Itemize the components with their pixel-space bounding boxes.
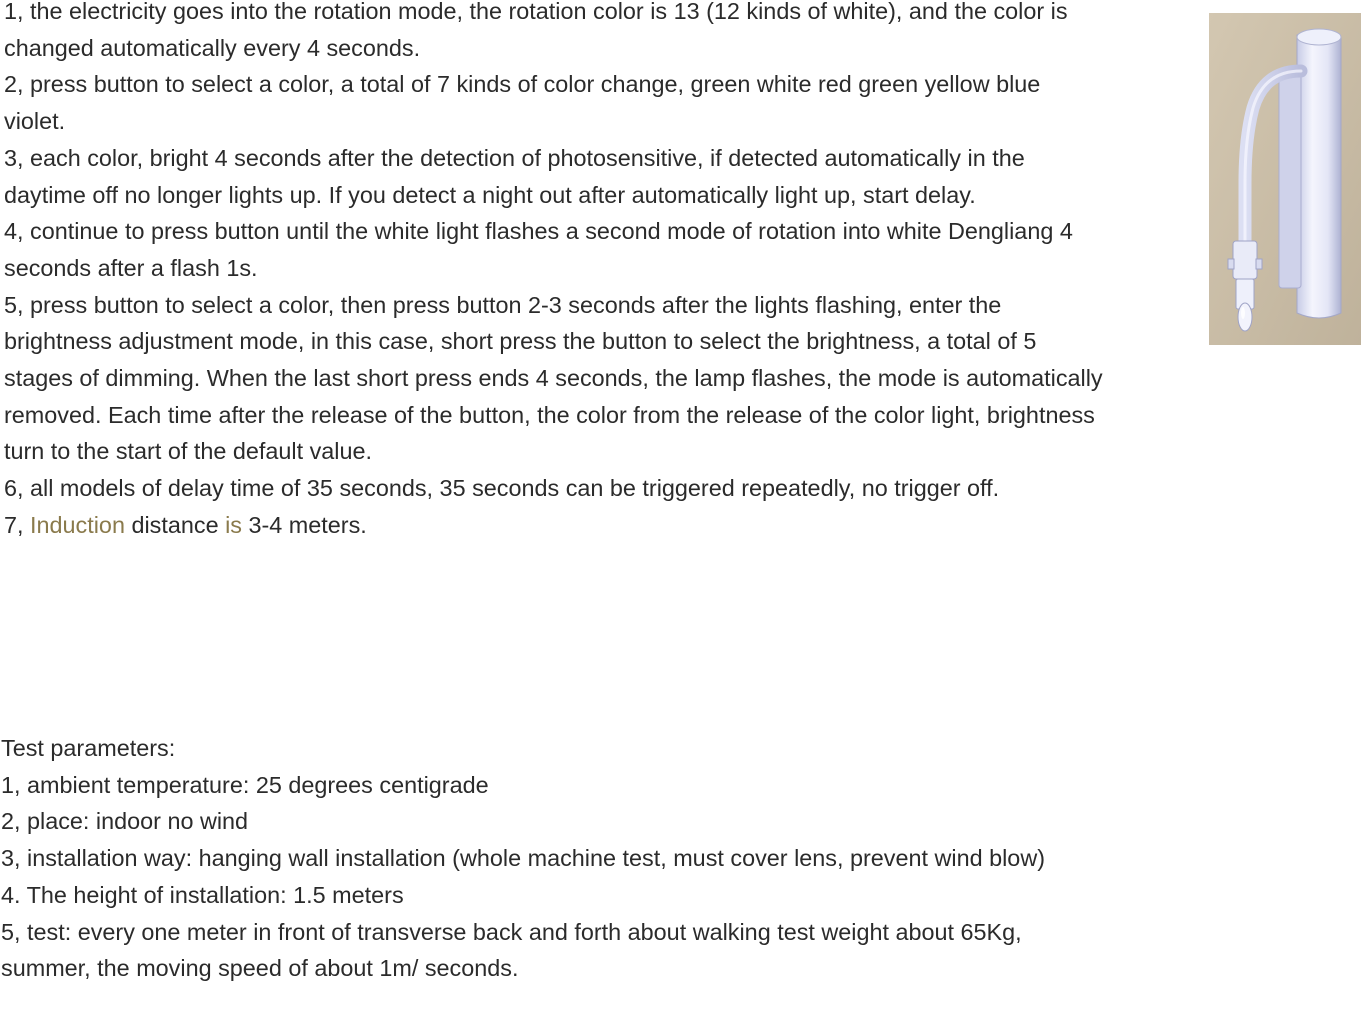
instructions-list	[4, 0, 1104, 544]
instruction-item-4: 4, continue to press button until the white light flashes a second mode of rotation into white Dengliang 4 seconds after a flash 1s.	[4, 218, 1073, 281]
instruction-7-suffix: 3-4 meters.	[241, 511, 367, 538]
highlight-is: is	[225, 511, 242, 538]
instruction-7-mid: distance	[124, 511, 226, 538]
test-parameters-section	[1, 730, 1101, 987]
instruction-7-prefix: 7,	[4, 511, 31, 538]
product-photo	[1209, 13, 1361, 345]
test-parameters-heading: Test parameters:	[1, 735, 176, 761]
test-parameter-item-5: 5, test: every one meter in front of transverse back and forth about walking test weight about 65Kg, summer, the moving speed of about 1m/ seconds.	[1, 918, 1022, 982]
instruction-item-3: 3, each color, bright 4 seconds after the detection of photosensitive, if detected automatically in the daytime off no longer lights up. If you detect a night out after automatically light up, start delay.	[4, 144, 1025, 208]
test-parameter-item-3: 3, installation way: hanging wall installation (whole machine test, must cover lens, prevent wind blow)	[1, 845, 1046, 872]
sensor-lamp-illustration	[1209, 13, 1361, 345]
test-parameter-item-4: 4. The height of installation: 1.5 meters	[1, 881, 404, 908]
instruction-item-7	[4, 507, 1104, 544]
instruction-item-2: 2, press button to select a color, a total of 7 kinds of color change, green white red green yellow blue violet.	[4, 71, 1041, 135]
test-parameter-item-1: 1, ambient temperature: 25 degrees centigrade	[1, 771, 489, 798]
instruction-item-1: 1, the electricity goes into the rotation mode, the rotation color is 13 (12 kinds of white), and the color is changed automatically every 4 seconds.	[4, 0, 1068, 61]
instruction-item-5: 5, press button to select a color, then press button 2-3 seconds after the lights flashing, enter the brightness adjustment mode, in this case, short press the button to select the brightness, a total of 5 stages of dimming. When the last short press ends 4 seconds, the lamp flashes, the mode is automatically removed. Each time after the release of the button, the color from the release of the color light, brightness turn to the start of the default value.	[4, 291, 1103, 465]
test-parameter-item-2: 2, place: indoor no wind	[1, 808, 249, 835]
instruction-item-6: 6, all models of delay time of 35 seconds, 35 seconds can be triggered repeatedly, no trigger off.	[4, 475, 1000, 502]
highlight-induction: Induction	[30, 511, 125, 538]
